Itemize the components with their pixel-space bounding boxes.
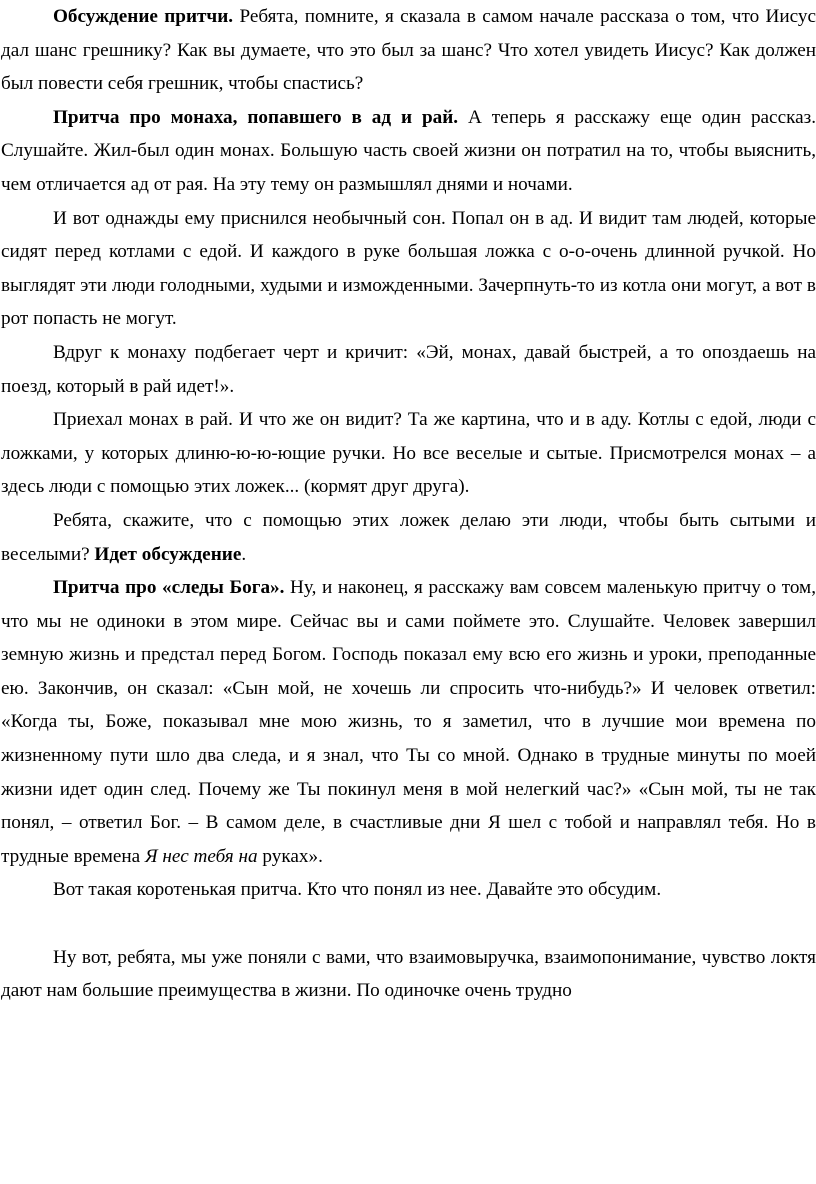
paragraph-heading: Притча про монаха, попавшего в ад и рай. bbox=[53, 106, 459, 128]
paragraph-monk-parable bbox=[1, 101, 816, 202]
paragraph-heading: Притча про «следы Бога». bbox=[53, 577, 285, 599]
paragraph-paradise bbox=[1, 403, 816, 504]
paragraph-dream bbox=[1, 202, 816, 336]
paragraph-text: Вот такая коротенькая притча. Кто что понял из нее. Давайте это обсудим. bbox=[53, 879, 662, 901]
paragraph-text: Ребята, помните, я сказала в самом начале рассказа о том, что Иисус дал шанс грешнику? Как вы думаете, что это был за шанс? Что хотел увидеть Иисус? Как должен был повести себя грешник, чтобы спастись? bbox=[1, 6, 816, 95]
paragraph-short-parable bbox=[1, 873, 816, 907]
paragraph-text: Ребята, скажите, что с помощью этих ложек делаю эти люди, чтобы быть сытыми и веселыми? bbox=[1, 509, 816, 565]
paragraph-text-after: . bbox=[241, 543, 247, 565]
paragraph-text: Ну, и наконец, я расскажу вам совсем маленькую притчу о том, что мы не одиноки в этом мире. Сейчас вы и сами поймете это. Слушайте. Человек завершил земную жизнь и предстал перед Богом. Господь показал ему всю его жизнь и уроки, преподанные ею. Закончив, он сказал: «Сын мой, не хочешь ли спросить что-нибудь?» И человек ответил: «Когда ты, Боже, показывал мне мою жизнь, то я заметил, что в лучшие мои времена по жизненному пути шло два следа, и я знал, что Ты со мной. Однако в трудные минуты по моей жизни идет один след. Почему же Ты покинул меня в мой нелегкий час?» «Сын мой, ты не так понял, – ответил Бог. – В самом деле, в счастливые дни Я шел с тобой и направлял тебя. Но в трудные времена bbox=[1, 577, 816, 867]
paragraph-conclusion bbox=[1, 941, 816, 1008]
paragraph-text-after: руках». bbox=[257, 845, 323, 867]
paragraph-devil bbox=[1, 336, 816, 403]
paragraph-text: Приехал монах в рай. И что же он видит? Та же картина, что и в аду. Котлы с едой, люди с ложками, у которых длиню-ю-ю-ющие ручки. Но все веселые и сытые. Присмотрелся монах – а здесь люди с помощью этих ложек... (кормят друг друга). bbox=[1, 409, 816, 498]
paragraph-text: Ну вот, ребята, мы уже поняли с вами, что взаимовыручка, взаимопонимание, чувство локтя дают нам большие преимущества в жизни. По одиночке очень трудно bbox=[1, 946, 816, 1002]
paragraph-heading: Обсуждение притчи. bbox=[53, 6, 234, 27]
paragraph-discussion bbox=[1, 0, 816, 101]
paragraph-text: И вот однажды ему приснился необычный сон. Попал он в ад. И видит там людей, которые сидят перед котлами с едой. И каждого в руке большая ложка с о-о-очень длинной ручкой. Но выглядят эти люди голодными, худыми и изможденными. Зачерпнуть-то из котла они могут, а вот в рот попасть не могут. bbox=[1, 207, 816, 330]
paragraph-text: Вдруг к монаху подбегает черт и кричит: «Эй, монах, давай быстрей, а то опоздаешь на поезд, который в рай идет!». bbox=[1, 341, 816, 397]
paragraph-question bbox=[1, 504, 816, 571]
paragraph-text: А теперь я расскажу еще один рассказ. Слушайте. Жил-был один монах. Большую часть своей жизни он потратил на то, чтобы выяснить, чем отличается ад от рая. На эту тему он размышлял днями и ночами. bbox=[1, 106, 816, 195]
paragraph-footprints-parable bbox=[1, 571, 816, 873]
paragraph-bold-note: Идет обсуждение bbox=[94, 543, 242, 565]
paragraph-italic-phrase: Я нес тебя на bbox=[145, 845, 258, 867]
